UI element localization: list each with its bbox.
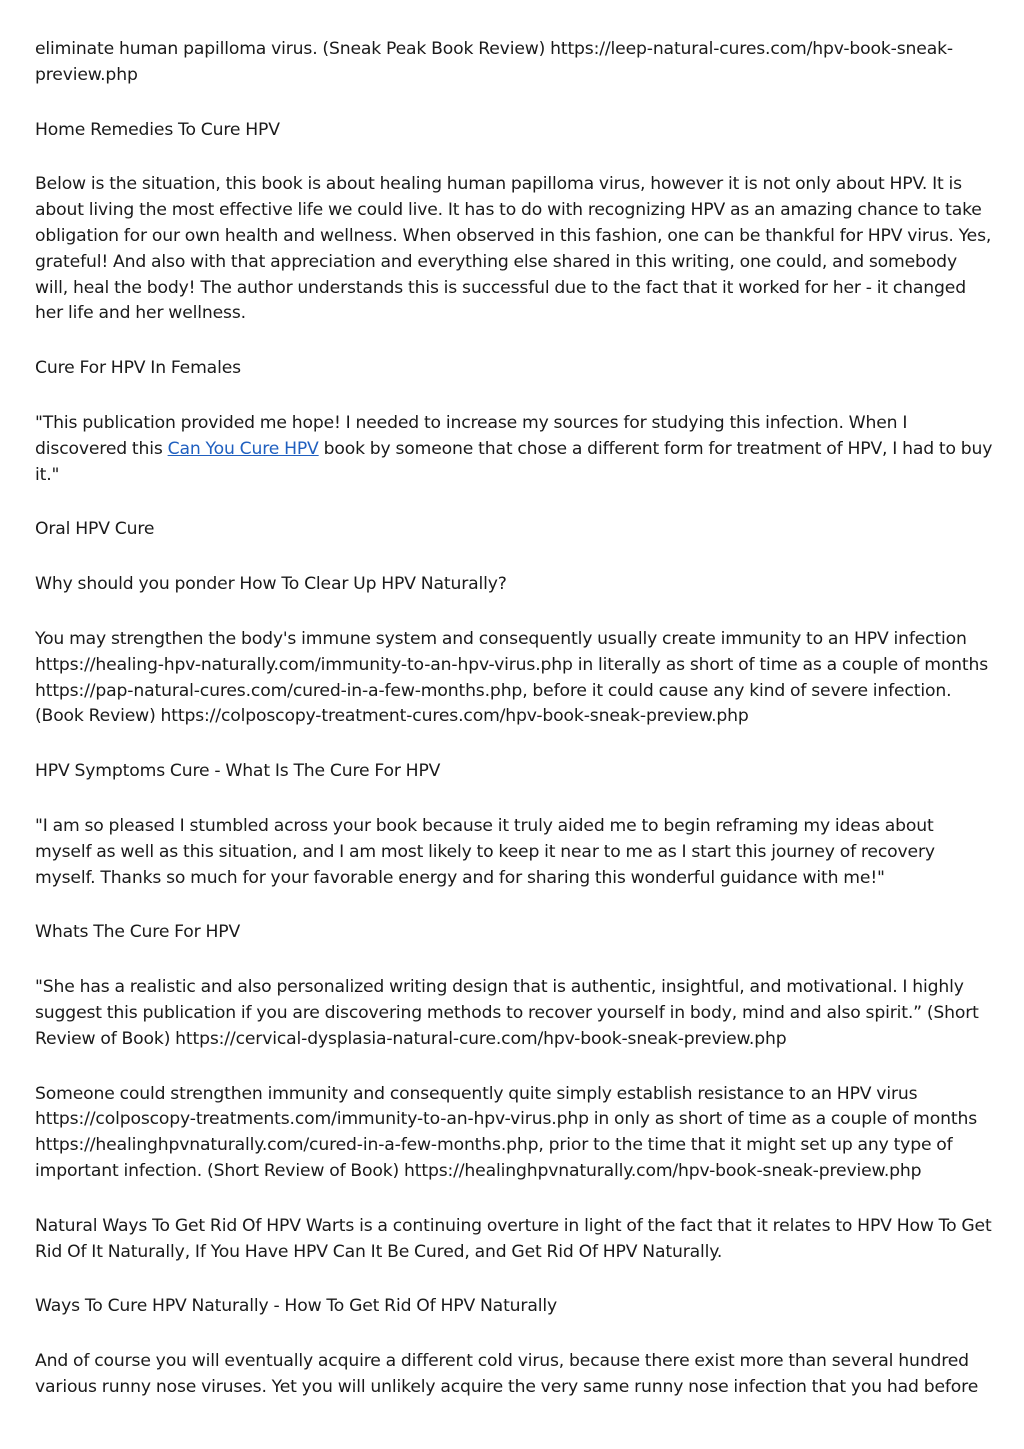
- can-you-cure-hpv-link[interactable]: Can You Cure HPV: [167, 438, 319, 459]
- paragraph-strengthen-immunity: Someone could strengthen immunity and consequently quite simply establish resistance to an HPV virus https://colposcopy-treatments.com/immunity-to-an-hpv-virus.php in only as short of time as a couple of months https://healinghpvnaturally.com/cured-in-a-few-months.php, prior to the time that it might set up any type of important infection. (Short Review of Book) https://healinghpvnaturally.com/hpv-book-sneak-preview.php: [35, 1083, 978, 1181]
- testimonial-text-after: book by someone that chose a different form for treatment of HPV, I had to buy it.": [35, 438, 993, 485]
- paragraph-cold-virus: And of course you will eventually acquire a different cold virus, because there exist more than several hundred various runny nose viruses. Yet you will unlikely acquire the very same runny nose infection that you had before: [35, 1351, 979, 1397]
- paragraph-testimonial-hope: [35, 411, 993, 488]
- heading-whats-the-cure: Whats The Cure For HPV: [35, 922, 241, 943]
- paragraph-situation: Below is the situation, this book is about healing human papilloma virus, however it is not only about HPV. It is about living the most effective life we could live. It has to do with recognizing HPV as an amazing chance to take obligation for our own health and wellness. When observed in this fashion, one can be thankful for HPV virus. Yes, grateful! And also with that appreciation and everything else shared in this writing, one could, and somebody will, heal the body! The author understands this is successful due to the fact that it worked for her - it changed her life and her wellness.: [35, 174, 992, 324]
- testimonial-text-before: "This publication provided me hope! I needed to increase my sources for studying this infection. When I discovered this: [35, 412, 908, 459]
- paragraph-intro: eliminate human papilloma virus. (Sneak Peak Book Review) https://leep-natural-cures.com/hpv-book-sneak-preview.php: [35, 39, 953, 85]
- paragraph-natural-ways: Natural Ways To Get Rid Of HPV Warts is a continuing overture in light of the fact that it relates to HPV How To Get Rid Of It Naturally, If You Have HPV Can It Be Cured, and Get Rid Of HPV Naturally.: [35, 1215, 992, 1262]
- document-body: [35, 37, 993, 1430]
- heading-symptoms-cure: HPV Symptoms Cure - What Is The Cure For HPV: [35, 761, 441, 782]
- paragraph-testimonial-pleased: "I am so pleased I stumbled across your book because it truly aided me to begin reframing my ideas about myself as well as this situation, and I am most likely to keep it near to me as I start this journey of recovery myself. Thanks so much for your favorable energy and for sharing this wonderful guidance with me!": [35, 815, 935, 888]
- heading-cure-females: Cure For HPV In Females: [35, 358, 241, 379]
- paragraph-writing-design: "She has a realistic and also personalized writing design that is authentic, insightful, and motivational. I highly suggest this publication if you are discovering methods to recover yourself in body, mind and also spirit.” (Short Review of Book) https://cervical-dysplasia-natural-cure.com/hpv-book-sneak-preview.php: [35, 977, 979, 1049]
- heading-ways-to-cure: Ways To Cure HPV Naturally - How To Get Rid Of HPV Naturally: [35, 1296, 557, 1317]
- heading-why-ponder: Why should you ponder How To Clear Up HPV Naturally?: [35, 574, 507, 595]
- heading-home-remedies: Home Remedies To Cure HPV: [35, 119, 280, 140]
- heading-oral-cure: Oral HPV Cure: [35, 519, 155, 540]
- paragraph-immune-system: You may strengthen the body's immune system and consequently usually create immunity to an HPV infection https://healing-hpv-naturally.com/immunity-to-an-hpv-virus.php in literally as short of time as a couple of months https://pap-natural-cures.com/cured-in-a-few-months.php, before it could cause any kind of severe infection. (Book Review) https://colposcopy-treatment-cures.com/hpv-book-sneak-preview.php: [35, 628, 989, 727]
